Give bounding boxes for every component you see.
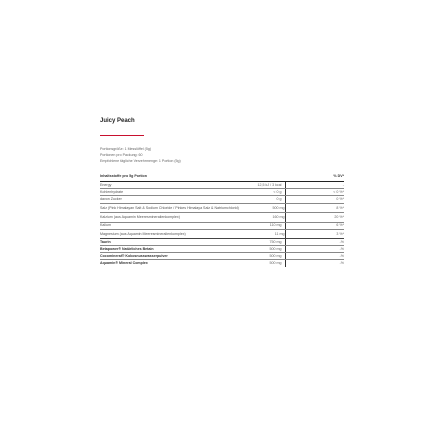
table-row: [100, 222, 344, 229]
nutrition-table: [100, 173, 344, 267]
table-row: [100, 182, 344, 189]
table-header: [100, 173, 344, 182]
row-dv: -: [285, 182, 344, 189]
row-dv: 0 %*: [285, 196, 344, 203]
product-title: Juicy Peach: [100, 118, 135, 124]
row-name: Kalium: [100, 222, 240, 229]
row-name: Salz (Pink Himalayan Salt & Sodium Chloride / Pinkes Himalaya Salz & Natriumchlorid): [100, 203, 240, 213]
row-amount: 160 mg: [240, 213, 285, 223]
row-amount: < 0 g: [240, 189, 285, 196]
table-row: [100, 196, 344, 203]
row-dv: -%: [339, 261, 344, 266]
table-row: [100, 260, 344, 267]
row-name: Betapower® Natürliches Betain: [100, 246, 240, 253]
row-name: Kalzium (aus Aquamin Meeresmineralienkomplex): [100, 213, 240, 223]
row-amount: 750 mg: [240, 239, 285, 246]
row-dv: -%: [285, 253, 344, 260]
row-name: davon Zucker: [100, 196, 240, 203]
table-row: [100, 246, 344, 253]
row-name: Cocomineral® Kokosnusswasserpulver: [100, 253, 240, 260]
table-row: [100, 239, 344, 246]
row-amount: 12,5 kJ / 3 kcal: [240, 182, 285, 189]
table-row: [100, 189, 344, 196]
row-amount: 500 mg: [240, 203, 285, 213]
row-name: Aquamin® Mineral Complex: [100, 261, 148, 266]
column-header-dv: % DV*: [285, 173, 344, 182]
row-dv: 20 %*: [285, 213, 344, 223]
serving-info: [100, 146, 344, 164]
table-row: [100, 203, 344, 213]
row-dv: 8 %*: [285, 203, 344, 213]
servings-per-pack: Portionen pro Packung: 60: [100, 153, 143, 157]
recommended-intake: Empfohlene tägliche Verzehrmenge: 1 Portion (5g): [100, 159, 181, 163]
row-amount: 110 mg: [240, 222, 285, 229]
row-amount: 11 mg: [240, 229, 285, 239]
accent-rule: [100, 135, 144, 136]
row-dv: 3 %*: [285, 229, 344, 239]
row-name: Taurin: [100, 239, 240, 246]
row-dv: < 0 %*: [285, 189, 344, 196]
table-row: [100, 213, 344, 223]
nutrition-panel: [100, 118, 344, 267]
row-amount: 500 mg: [240, 253, 285, 260]
row-dv: -%: [285, 239, 344, 246]
table-row: [100, 253, 344, 260]
row-amount: 500 mg: [240, 260, 285, 267]
row-amount: 0 g: [240, 196, 285, 203]
column-header-amount: [240, 173, 285, 182]
serving-size: Portionsgröße: 1 Messlöffel (5g): [100, 147, 152, 151]
table-row: [100, 229, 344, 239]
row-amount: 500 mg: [240, 246, 285, 253]
row-name: Magnesium (aus Aquamin Meeresmineralienkomplex): [100, 229, 240, 239]
row-dv: 6 %*: [285, 222, 344, 229]
row-dv: -%: [285, 246, 344, 253]
row-name: Energy: [100, 182, 240, 189]
row-name: Kohlenhydrate: [100, 189, 240, 196]
column-header-name: Inhaltsstoffe pro 5g Portion: [100, 173, 240, 182]
